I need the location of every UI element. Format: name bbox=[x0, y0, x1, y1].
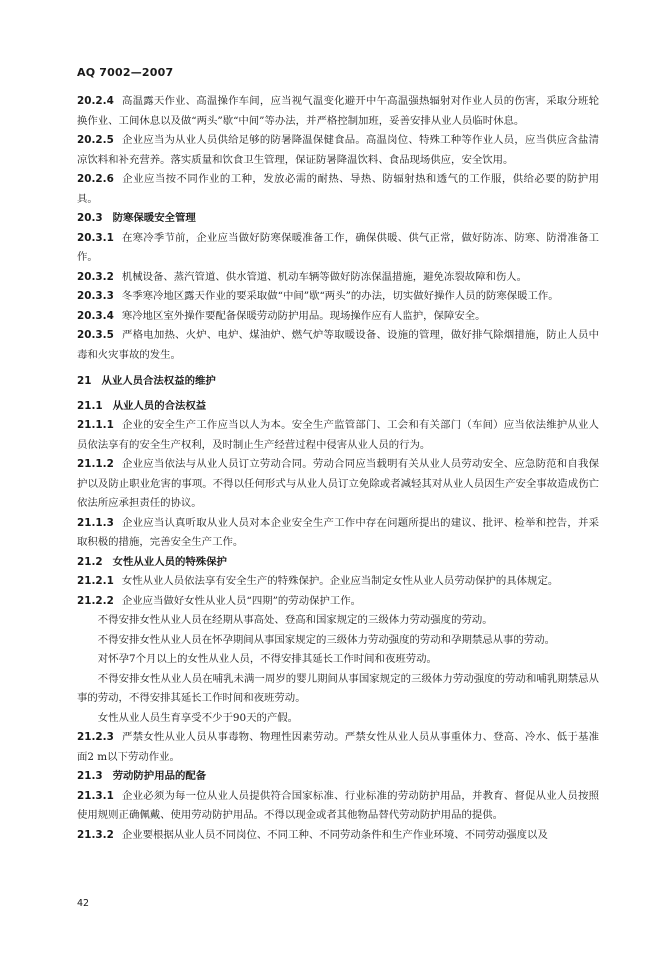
sub-paragraph: 不得安排女性从业人员在怀孕期间从事国家规定的三级体力劳动强度的劳动和孕期禁忌从事的劳动。 bbox=[97, 633, 555, 646]
clause-text: 企业应当依法与从业人员订立劳动合同。劳动合同应当载明有关从业人员劳动安全、应急防范和自我保护以及防止职业危害的事项。不得以任何形式与从业人员订立免除或者减轻其对从业人员因生产安全事故造成伤亡依法所应承担责任的协议。 bbox=[77, 458, 599, 509]
section-title: 劳动防护用品的配备 bbox=[112, 770, 207, 782]
clause-21-1-1 bbox=[77, 416, 599, 455]
clause-21-2-2 bbox=[77, 592, 599, 612]
clause-21-3-2 bbox=[77, 826, 599, 846]
section-title: 从业人员的合法权益 bbox=[112, 399, 207, 412]
clause-number: 21.2.3 bbox=[77, 731, 114, 743]
chapter-heading-21 bbox=[77, 372, 599, 392]
clause-20-2-4 bbox=[77, 92, 599, 131]
clause-20-3-1 bbox=[77, 229, 599, 268]
clause-text: 企业要根据从业人员不同岗位、不同工种、不同劳动条件和生产作业环境、不同劳动强度以及 bbox=[121, 828, 548, 841]
sub-paragraph: 不得安排女性从业人员在哺乳未满一周岁的婴儿期间从事国家规定的三级体力劳动强度的劳动和哺乳期禁忌从事的劳动，不得安排其延长工作时间和夜班劳动。 bbox=[77, 672, 599, 704]
clause-text: 企业应当为从业人员供给足够的防暑降温保健食品。高温岗位、特殊工种等作业人员，应当供应含盐清凉饮料和补充营养。落实质量和饮食卫生管理，保证防暑降温饮料、食品现场供应，安全饮用。 bbox=[77, 134, 599, 166]
clause-text: 企业必须为每一位从业人员提供符合国家标准、行业标准的劳动防护用品，并教育、督促从业人员按照使用规则正确佩戴、使用劳动防护用品。不得以现金或者其他物品替代劳动防护用品的提供。 bbox=[77, 789, 599, 821]
clause-number: 21.3.1 bbox=[77, 789, 114, 802]
document-body bbox=[77, 92, 599, 845]
clause-number: 20.3.3 bbox=[77, 290, 114, 302]
clause-text: 女性从业人员依法享有安全生产的特殊保护。企业应当制定女性从业人员劳动保护的具体规定。 bbox=[121, 575, 559, 587]
clause-number: 20.2.5 bbox=[77, 134, 114, 146]
clause-number: 21.3.2 bbox=[77, 828, 114, 841]
clause-21-1-3 bbox=[77, 514, 599, 553]
clause-number: 20.3.5 bbox=[77, 329, 114, 341]
clause-21-1-2 bbox=[77, 455, 599, 514]
clause-text: 机械设备、蒸汽管道、供水管道、机动车辆等做好防冻保温措施，避免冻裂故障和伤人。 bbox=[121, 270, 528, 283]
section-heading-21-3 bbox=[77, 767, 599, 787]
clause-number: 20.2.4 bbox=[77, 95, 114, 107]
clause-number: 21.2.2 bbox=[77, 594, 114, 607]
section-heading-20-3 bbox=[77, 209, 599, 229]
clause-text: 严禁女性从业人员从事毒物、物理性因素劳动。严禁女性从业人员从事重体力、登高、冷水、低于基准面2 m以下劳动作业。 bbox=[77, 731, 599, 763]
section-title: 防寒保暖安全管理 bbox=[112, 212, 196, 224]
clause-number: 21.1.2 bbox=[77, 458, 114, 470]
section-number: 21.2 bbox=[77, 555, 103, 568]
clause-text: 企业应当做好女性从业人员“四期”的劳动保护工作。 bbox=[121, 594, 362, 607]
clause-number: 21.2.1 bbox=[77, 575, 114, 587]
sub-paragraph: 不得安排女性从业人员在经期从事高处、登高和国家规定的三级体力劳动强度的劳动。 bbox=[97, 614, 493, 626]
standard-code: AQ 7002—2007 bbox=[77, 66, 174, 79]
section-number: 20.3 bbox=[77, 212, 103, 224]
section-title: 女性从业人员的特殊保护 bbox=[112, 555, 227, 568]
clause-20-2-6 bbox=[77, 170, 599, 209]
sub-paragraph: 女性从业人员生育享受不少于90天的产假。 bbox=[97, 711, 299, 724]
clause-text: 企业的安全生产工作应当以人为本。安全生产监管部门、工会和有关部门（车间）应当依法维护从业人员依法享有的安全生产权利，及时制止生产经营过程中侵害从业人员的行为。 bbox=[77, 419, 599, 451]
clause-number: 21.1.1 bbox=[77, 419, 114, 431]
clause-text: 寒冷地区室外操作要配备保暖劳动防护用品。现场操作应有人监护，保障安全。 bbox=[121, 309, 486, 322]
clause-20-3-2 bbox=[77, 268, 599, 288]
chapter-number: 21 bbox=[77, 375, 92, 387]
clause-text: 高温露天作业、高温操作车间，应当视气温变化避开中午高温强热辐射对作业人员的伤害，采取分班轮换作业、工间休息以及做“两头”歇“中间”等办法，并严格控制加班，妥善安排从业人员临时休息。 bbox=[77, 95, 599, 127]
sub-paragraph: 对怀孕7个月以上的女性从业人员，不得安排其延长工作时间和夜班劳动。 bbox=[97, 653, 437, 665]
clause-text: 冬季寒冷地区露天作业的要采取做“中间”歇“两头”的办法，切实做好操作人员的防寒保暖工作。 bbox=[121, 290, 559, 302]
clause-number: 21.1.3 bbox=[77, 516, 114, 529]
section-heading-21-2 bbox=[77, 553, 599, 573]
section-number: 21.3 bbox=[77, 770, 103, 782]
page-number: 42 bbox=[77, 898, 90, 909]
clause-20-3-3 bbox=[77, 287, 599, 307]
clause-21-2-1 bbox=[77, 572, 599, 592]
clause-text: 企业应当认真听取从业人员对本企业安全生产工作中存在问题所提出的建议、批评、检举和控告，并采取积极的措施，完善安全生产工作。 bbox=[77, 516, 599, 548]
section-number: 21.1 bbox=[77, 399, 103, 412]
clause-21-3-1 bbox=[77, 787, 599, 826]
clause-number: 20.3.4 bbox=[77, 309, 114, 322]
clause-number: 20.2.6 bbox=[77, 173, 114, 185]
clause-number: 20.3.2 bbox=[77, 270, 114, 283]
clause-20-3-4 bbox=[77, 307, 599, 327]
clause-20-2-5 bbox=[77, 131, 599, 170]
section-heading-21-1 bbox=[77, 397, 599, 417]
clause-number: 20.3.1 bbox=[77, 231, 114, 244]
clause-text: 企业应当按不同作业的工种，发放必需的耐热、导热、防辐射热和透气的工作服，供给必要的防护用具。 bbox=[77, 173, 599, 205]
clause-text: 在寒冷季节前，企业应当做好防寒保暖准备工作，确保供暖、供气正常，做好防冻、防寒、防滑准备工作。 bbox=[77, 231, 599, 263]
clause-21-2-3 bbox=[77, 728, 599, 767]
clause-20-3-5 bbox=[77, 326, 599, 365]
clause-text: 严格电加热、火炉、电炉、煤油炉、燃气炉等取暖设备、设施的管理，做好排气除烟措施，防止人员中毒和火灾事故的发生。 bbox=[77, 329, 599, 361]
chapter-title: 从业人员合法权益的维护 bbox=[101, 375, 216, 387]
